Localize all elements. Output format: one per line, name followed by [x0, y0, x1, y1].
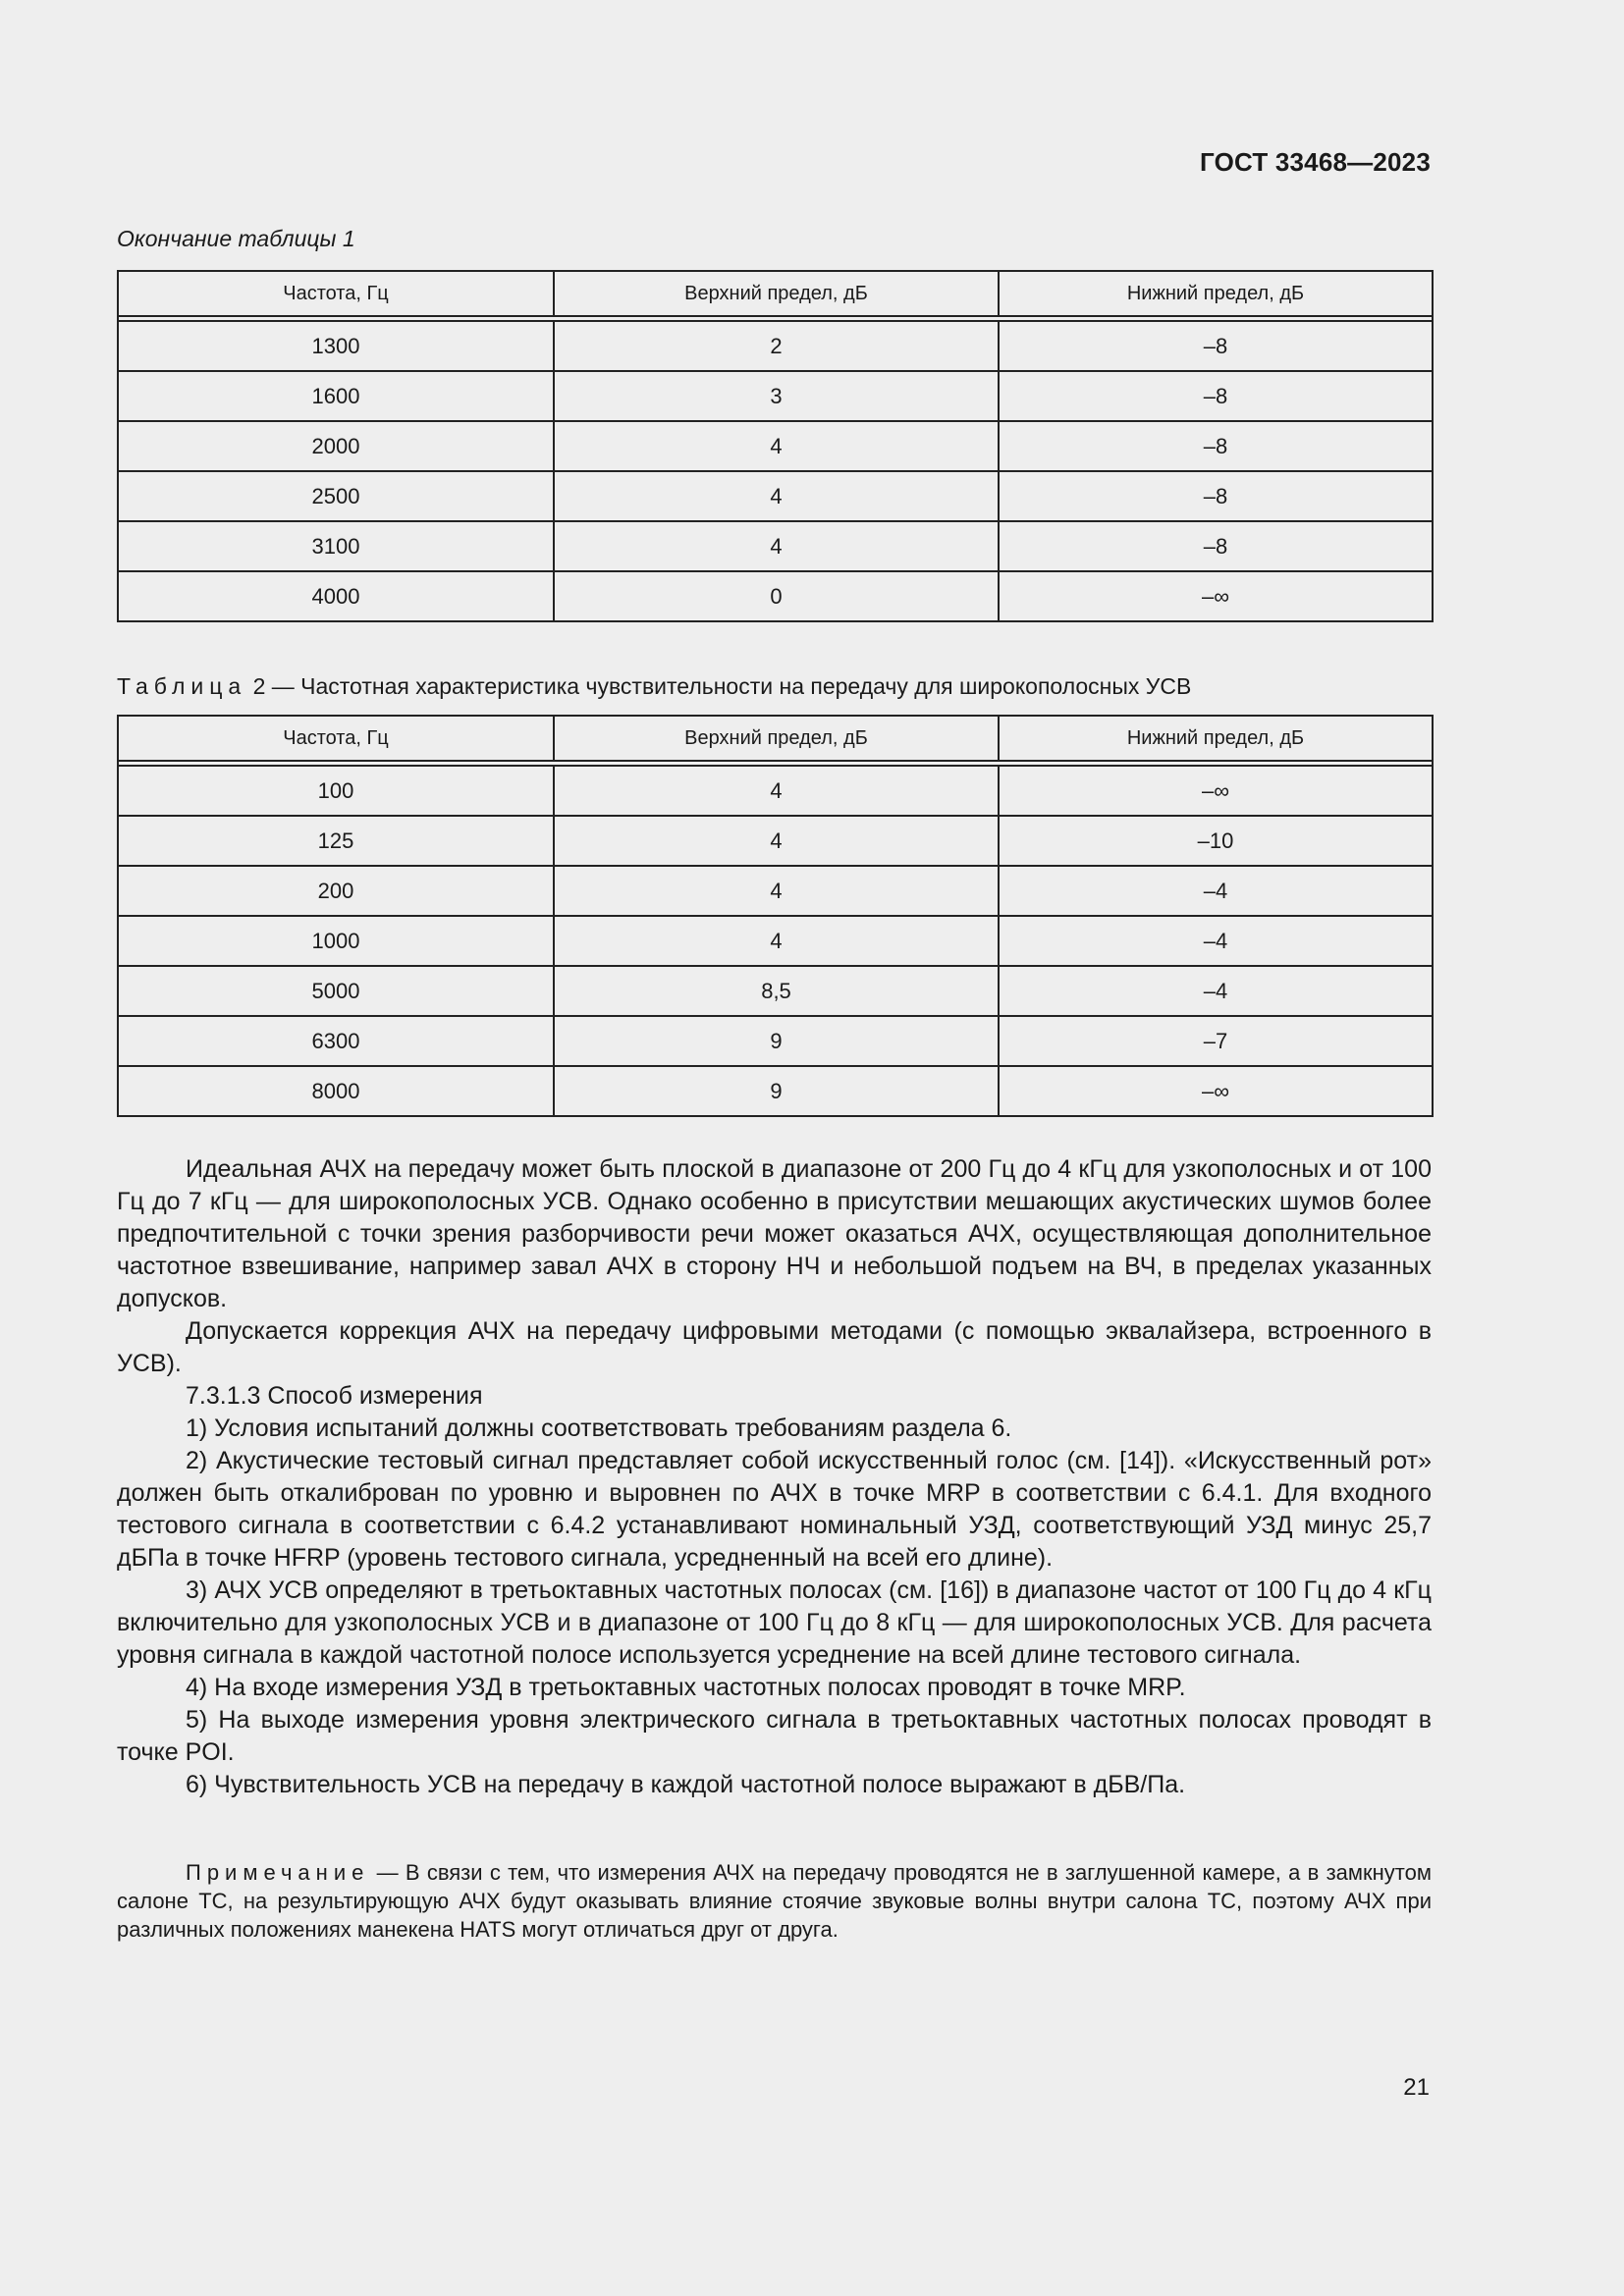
- table1: [117, 270, 1434, 622]
- table-cell: 4000: [118, 571, 554, 621]
- table-cell: 4: [554, 916, 999, 966]
- table-cell: 4: [554, 521, 999, 571]
- note-text: — В связи с тем, что измерения АЧХ на передачу проводятся не в заглушенной камере, а в замкнутом салоне ТС, на результирующую АЧХ будут оказывать влияние стоячие звуковые волны внутри салона ТС, поэтому АЧХ при различных положениях манекена HATS могут отличаться друг от друга.: [117, 1860, 1432, 1942]
- table-row: [118, 471, 1433, 521]
- table-cell: 100: [118, 766, 554, 816]
- table-cell: 2500: [118, 471, 554, 521]
- table1-header-row: [118, 271, 1433, 316]
- table-cell: –8: [999, 371, 1433, 421]
- table-cell: 0: [554, 571, 999, 621]
- table2-header-row: [118, 716, 1433, 761]
- table-cell: 9: [554, 1066, 999, 1116]
- list-item: 1) Условия испытаний должны соответствовать требованиям раздела 6.: [186, 1415, 1012, 1442]
- table-row: [118, 766, 1433, 816]
- table-row: [118, 866, 1433, 916]
- table-cell: 8,5: [554, 966, 999, 1016]
- paragraph: Идеальная АЧХ на передачу может быть плоской в диапазоне от 200 Гц до 4 кГц для узкополосных и от 100 Гц до 7 кГц — для широкополосных УСВ. Однако особенно в присутствии мешающих акустических шумов более предпочтительной с точки зрения разборчивости речи может оказаться АЧХ, осуществляющая дополнительное частотное взвешивание, например завал АЧХ в сторону НЧ и небольшой подъем на ВЧ, в пределах указанных допусков.: [117, 1155, 1432, 1312]
- table-cell: 1000: [118, 916, 554, 966]
- table-cell: 1300: [118, 321, 554, 371]
- table-cell: 1600: [118, 371, 554, 421]
- body-text: [117, 1153, 1432, 1801]
- table-cell: 4: [554, 471, 999, 521]
- table-row: [118, 521, 1433, 571]
- table-cell: 4: [554, 816, 999, 866]
- table2-col-lower-limit: Нижний предел, дБ: [999, 716, 1433, 761]
- table-row: [118, 321, 1433, 371]
- table-cell: –8: [999, 471, 1433, 521]
- table-cell: –10: [999, 816, 1433, 866]
- table2-caption-label: Таблица: [117, 673, 247, 699]
- table-cell: 125: [118, 816, 554, 866]
- table-row: [118, 1066, 1433, 1116]
- list-item: 4) На входе измерения УЗД в третьоктавных частотных полосах проводят в точке MRP.: [186, 1674, 1186, 1701]
- table-cell: –∞: [999, 766, 1433, 816]
- table-cell: 4: [554, 866, 999, 916]
- table2-col-frequency: Частота, Гц: [118, 716, 554, 761]
- paragraph: Допускается коррекция АЧХ на передачу цифровыми методами (с помощью эквалайзера, встроенного в УСВ).: [117, 1317, 1432, 1377]
- list-item: 6) Чувствительность УСВ на передачу в каждой частотной полосе выражают в дБВ/Па.: [186, 1771, 1186, 1798]
- table-row: [118, 371, 1433, 421]
- list-item: 3) АЧХ УСВ определяют в третьоктавных частотных полосах (см. [16]) в диапазоне частот от 100 Гц до 4 кГц включительно для узкополосных УСВ и в диапазоне от 100 Гц до 8 кГц — для широкополосных УСВ. Для расчета уровня сигнала в каждой частотной полосе используется усреднение на всей длине тестового сигнала.: [117, 1576, 1432, 1669]
- list-item: 5) На выходе измерения уровня электрического сигнала в третьоктавных частотных полосах проводят в точке POI.: [117, 1706, 1432, 1766]
- table2-col-upper-limit: Верхний предел, дБ: [554, 716, 999, 761]
- table-cell: –8: [999, 421, 1433, 471]
- table1-col-upper-limit: Верхний предел, дБ: [554, 271, 999, 316]
- table-cell: –4: [999, 916, 1433, 966]
- table-cell: 3: [554, 371, 999, 421]
- table2: [117, 715, 1434, 1117]
- section-heading: 7.3.1.3 Способ измерения: [186, 1382, 483, 1410]
- table-cell: 200: [118, 866, 554, 916]
- note: [117, 1858, 1432, 1944]
- table-row: [118, 421, 1433, 471]
- standard-header: ГОСТ 33468—2023: [1200, 147, 1431, 177]
- table-row: [118, 571, 1433, 621]
- table-cell: 4: [554, 766, 999, 816]
- table1-col-frequency: Частота, Гц: [118, 271, 554, 316]
- list-item: 2) Акустические тестовый сигнал представляет собой искусственный голос (см. [14]). «Искусственный рот» должен быть откалиброван по уровню и выровнен по АЧХ в точке MRP в соответствии с 6.4.1. Для входного тестового сигнала в соответствии с 6.4.2 устанавливают номинальный УЗД, соответствующий УЗД минус 25,7 дБПа в точке HFRP (уровень тестового сигнала, усредненный на всей его длине).: [117, 1447, 1432, 1572]
- table-cell: –4: [999, 966, 1433, 1016]
- table1-col-lower-limit: Нижний предел, дБ: [999, 271, 1433, 316]
- table-cell: 5000: [118, 966, 554, 1016]
- table-row: [118, 966, 1433, 1016]
- table-cell: 4: [554, 421, 999, 471]
- table-cell: –8: [999, 321, 1433, 371]
- table-row: [118, 816, 1433, 866]
- table2-caption-text: 2 — Частотная характеристика чувствительности на передачу для широкополосных УСВ: [246, 673, 1192, 699]
- table-cell: –4: [999, 866, 1433, 916]
- table-row: [118, 916, 1433, 966]
- table-cell: 9: [554, 1016, 999, 1066]
- table-cell: 2: [554, 321, 999, 371]
- table-row: [118, 1016, 1433, 1066]
- table-cell: 2000: [118, 421, 554, 471]
- table-cell: –∞: [999, 571, 1433, 621]
- note-label: Примечание: [186, 1860, 370, 1885]
- table-cell: 3100: [118, 521, 554, 571]
- table-cell: –7: [999, 1016, 1433, 1066]
- table-cell: –8: [999, 521, 1433, 571]
- page-number: 21: [1403, 2074, 1430, 2101]
- table1-caption: Окончание таблицы 1: [117, 226, 355, 251]
- table-cell: 8000: [118, 1066, 554, 1116]
- table-cell: –∞: [999, 1066, 1433, 1116]
- table-cell: 6300: [118, 1016, 554, 1066]
- table2-caption: [117, 673, 1191, 700]
